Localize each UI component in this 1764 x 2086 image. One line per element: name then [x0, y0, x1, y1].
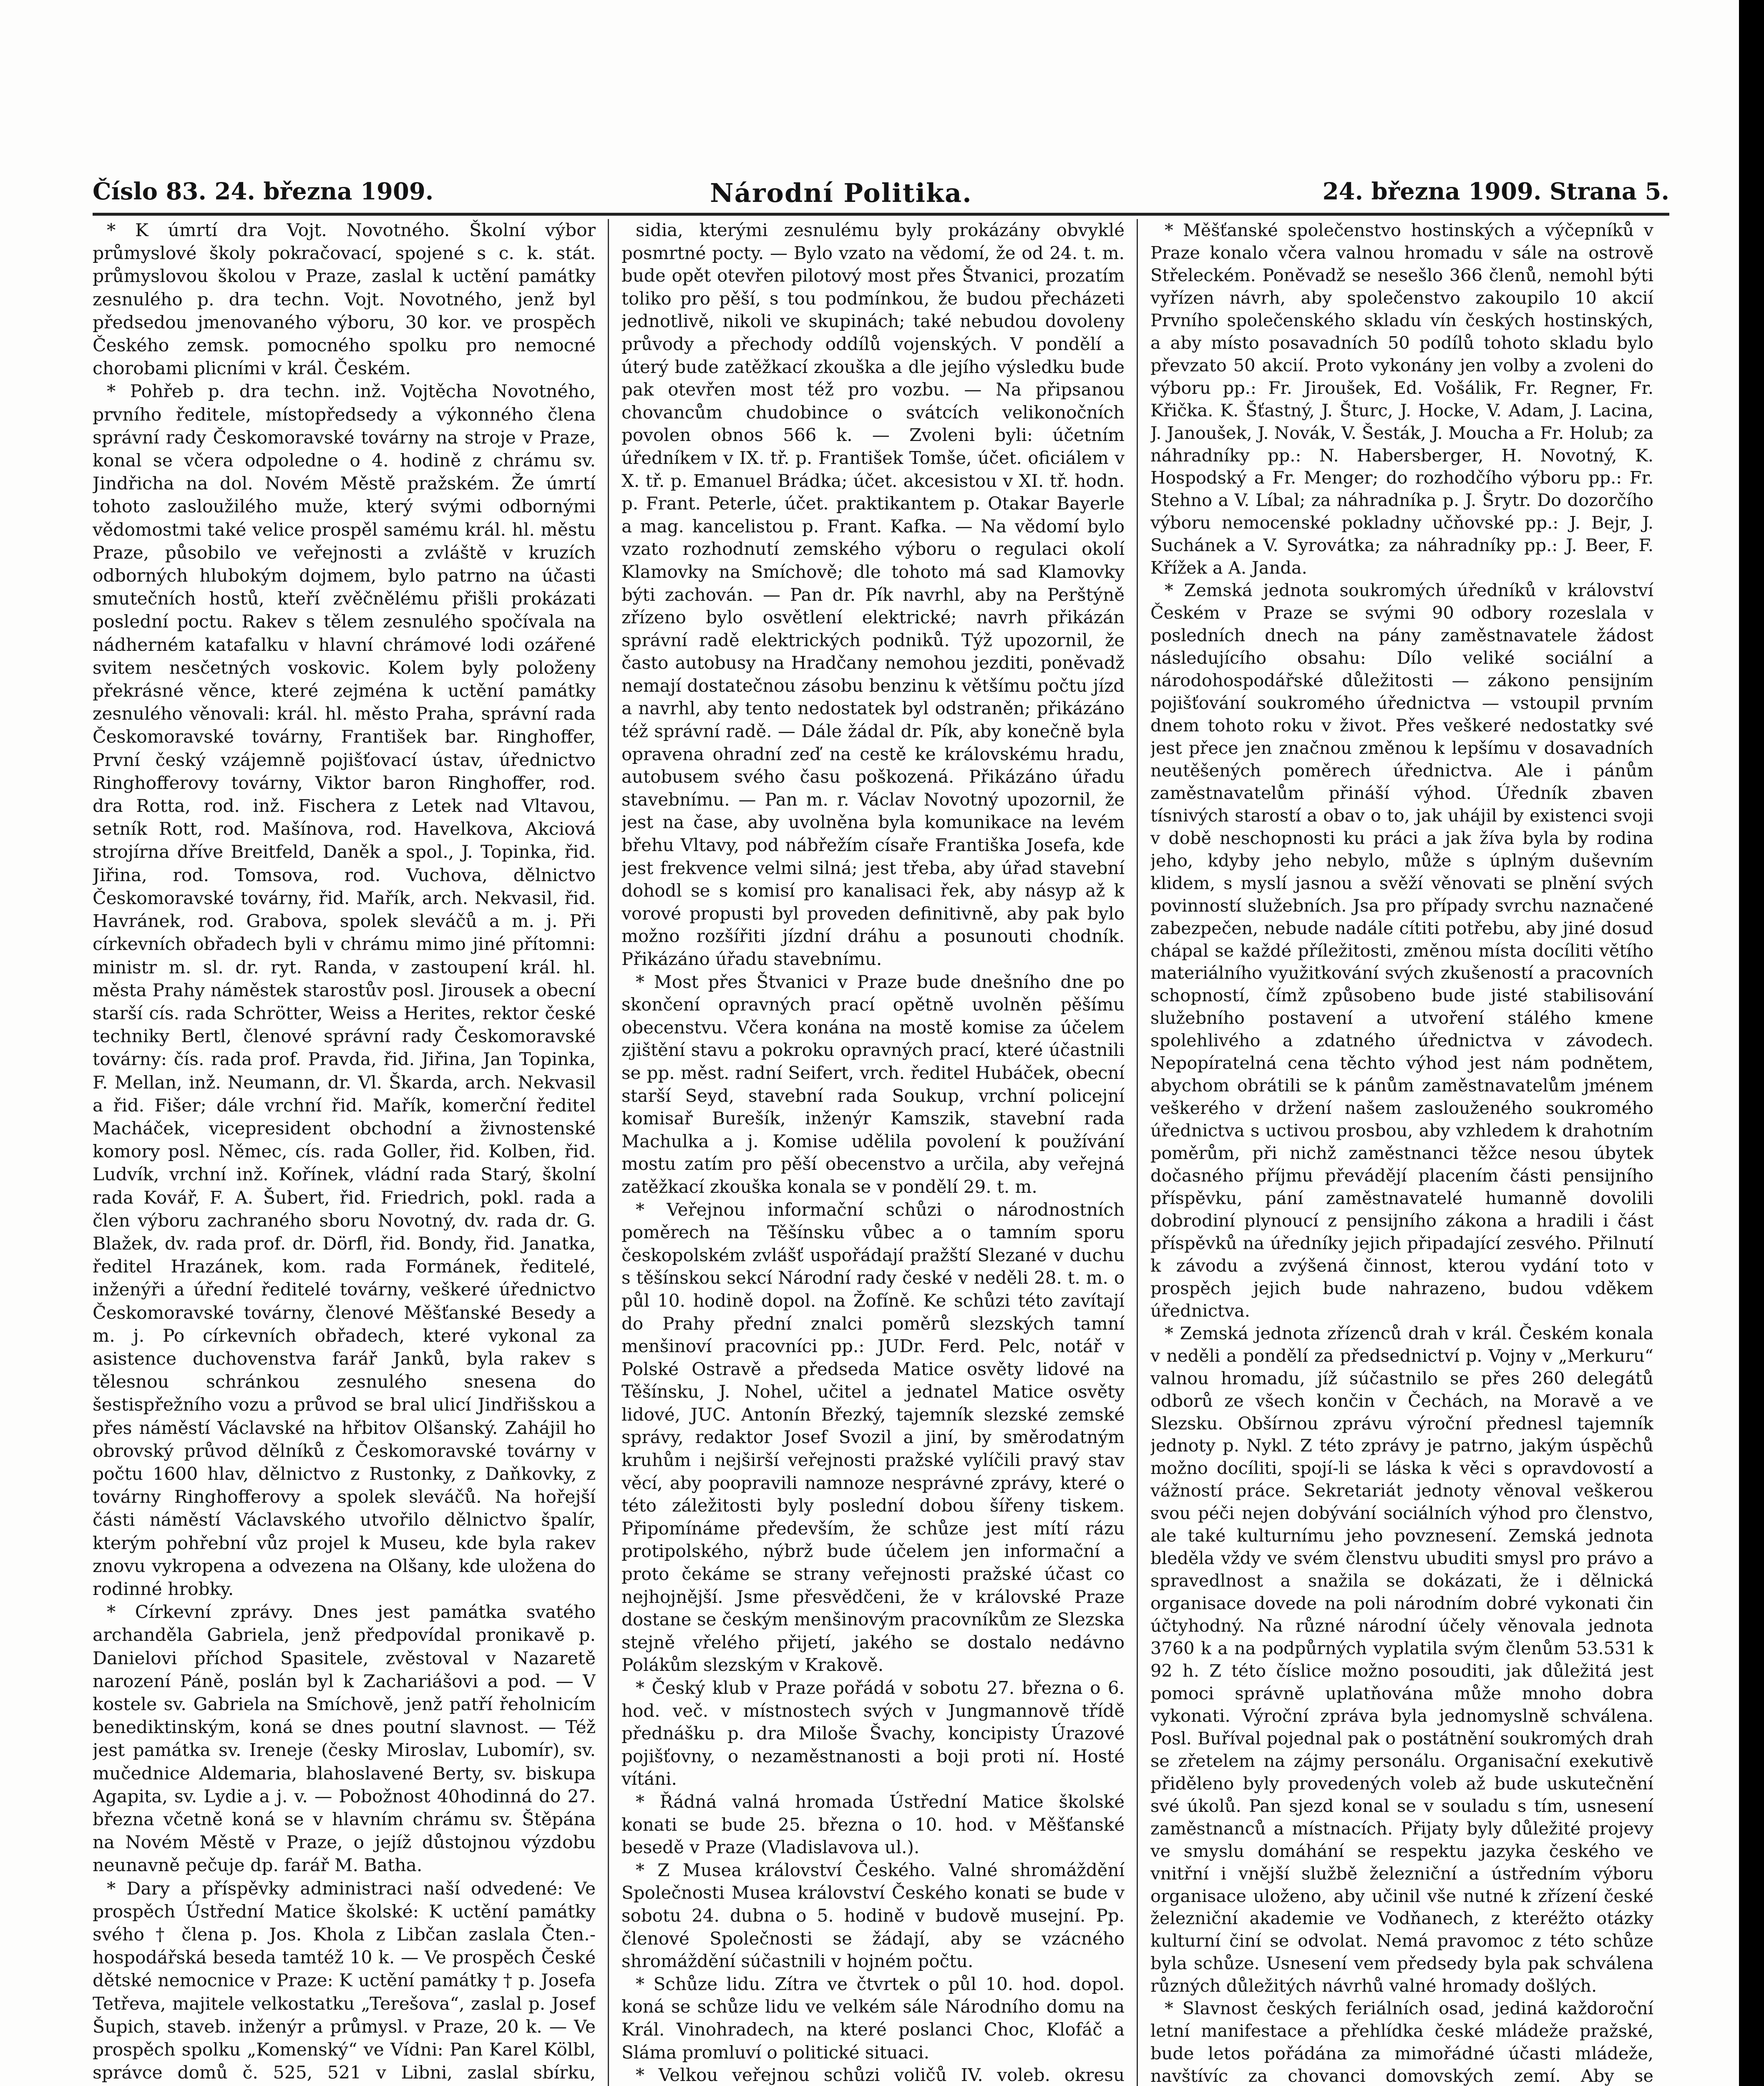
article-paragraph: sidia, kterými zesnulému byly prokázány obvyklé posmrtné pocty. — Bylo vzato na vědomí, že od 24. t. m. bude opět otevřen pilotový most přes Štvanici, prozatím toliko pro pěší, s tou podmínkou, že budou přecházeti jednotlivě, nikoli ve skupinách; také nebudou dovoleny průvody a přechody oddílů vojenských. V pondělí a úterý bude zatěžkací zkouška a dle jejího výsledku bude pak otevřen most též pro vozbu. — Na připsanou chovancům chudobince o svátcích velikonočních povolen obnos 566 k. — Zvoleni byli: účetním úředníkem v IX. tř. p. František Tomše, účet. oficiálem v X. tř. p. Emanuel Brádka; účet. akcesistou v XI. tř. hodn. p. Frant. Peterle, účet. praktikantem p. Otakar Bayerle a mag. kancelistou p. Frant. Kafka. — Na vědomí bylo vzato rozhodnutí zemského výboru o regulaci okolí Klamovky na Smíchově; dle tohoto má sad Klamovky býti zachován. — Pan dr. Pík navrhl, aby na Perštýně zřízeno bylo osvětlení elektrické; navrh přikázán správní radě elektrických podniků. Týž upozornil, že často autobusy na Hradčany nemohou jezditi, poněvadž nemají dostatečnou zásobu benzinu k většímu počtu jízd a navrhl, aby tento nedostatek byl odstraněn; přikázáno též správní radě. — Dále žádal dr. Pík, aby konečně byla opravena ohradní zeď na cestě ke královskému hradu, autobusem svého času poškozená. Přikázáno úřadu stavebnímu. — Pan m. r. Václav Novotný upozornil, že jest na čase, aby uvolněna byla komunikace na levém břehu Vltavy, pod nábřežím císaře Františka Josefa, kde jest frekvence velmi silná; jest třeba, aby úřad stavební dohodl se s komisí pro kanalisaci řek, aby násyp až k vorové propusti byl proveden definitivně, aby pak bylo možno rozšířiti jízdní dráhu a posunouti chodník. Přikázáno úřadu stavebnímu. — [622, 220, 1125, 969]
scan-border-right — [1739, 0, 1764, 2086]
article-paragraph: * Most přes Štvanici v Praze bude dnešního dne po skončení opravných prací opětně uvolněn pěšímu obecenstvu. Včera konána na mostě komise za účelem zjištění stavu a pokroku opravných prací, které účastnili se pp. měst. radní Seifert, vrch. ředitel Hubáček, obecní starší Seyd, stavební rada Soukup, vrchní policejní komisař Burešík, inženýr Kamszik, stavební rada Machulka a j. Komise udělila povolení k používání mostu zatím pro pěší obecenstvo a určila, aby veřejná zatěžkací zkouška konala se v pondělí 29. t. m. — [622, 971, 1125, 1197]
column-1 — [93, 219, 596, 2086]
article-paragraph: * Z Musea království Českého. Valné shromáždění Společnosti Musea království Českého konati se bude v sobotu 24. dubna o 5. hodině v budově musejní. Pp. členové Společnosti se žádají, aby se vzácného shromáždění súčastnili v hojném počtu. — [622, 1859, 1125, 1972]
article-paragraph: * Zemská jednota soukromých úředníků v království Českém v Praze se svými 90 odbory rozeslala v posledních dnech na pány zaměstnavatele žádost následujícího obsahu: Dílo veliké sociální a národohospodářské důležitosti — zákono pensijním pojišťování soukromého úřednictva — vstoupil prvním dnem tohoto roku v život. Přes veškeré nedostatky své jest přece jen značnou změnou k lepšímu v dosavadních neutěšených poměrech úřednictva. Ale i pánům zaměstnavatelům přináší výhod. Úředník zbaven tísnivých starostí a obav o to, jak uhájil by existenci svoji v době neschopnosti ku práci a jak žíva byla by rodina jeho, kdyby jeho nebylo, může s úplným duševním klidem, s myslí jasnou a svěží věnovati se plnění svých povinností služebních. Jsa pro případy svrchu naznačené zabezpečen, nebude nadále cítiti potřebu, aby jiné dosud chápal se každé příležitosti, změnou místa docíliti větího materiálního využitkování svých zkušeností a pracovních schopností, čímž způsobeno bude jisté stabilisování služebního postavení a utvoření stálého kmene spolehlivého a zdatného úřednictva v závodech. Nepopíratelná cena těchto výhod jest nám podnětem, abychom obrátili se k pánům zaměstnavatelům jménem veškerého v držení našem zaslouženého soukromého úřednictva s uctivou prosbou, aby vzhledem k drahotním poměrům, při nichž zaměstnanci těžce nesou úbytek dočasného příjmu převádějí placením části pensijního příspěvku, pání zaměstnavatelé humanně dovolili dobrodiní plynoucí z pensijního zákona a hradili i část příspěvků na úředníky jejich připadající zesvého. Přilnutí k závodu a zvýšená činnost, kterou vydání toto v prospěch jejich bude nahrazeno, budou vděkem úřednictva. — [1150, 580, 1653, 1321]
article-paragraph: * Velkou veřejnou schůzi voličů IV. voleb. okresu — [636, 2065, 1125, 2086]
article-paragraph: * Schůze lidu. Zítra ve čtvrtek o půl 10. hod. dopol. koná se schůze lidu ve velkém sále Národního domu na Král. Vinohradech, na které poslanci Choc, Klofáč a Sláma promluví o politické situaci. — [622, 1973, 1125, 2063]
article-paragraph: * K úmrtí dra Vojt. Novotného. Školní výbor průmyslové školy pokračovací, spojené s c. k. stát. průmyslovou školou v Praze, zaslal k uctění památky zesnulého p. dra techn. Vojt. Novotného, jenž byl předsedou jmenovaného výboru, 30 kor. ve prospěch Českého zemsk. pomocného spolku pro nemocné chorobami plicními v král. Českém. — [93, 220, 596, 379]
article-paragraph: * Měšťanské společenstvo hostinských a výčepníků v Praze konalo včera valnou hromadu v sále na ostrově Střeleckém. Poněvadž se nesešlo 366 členů, nemohl býti vyřízen návrh, aby společenstvo zakoupilo 10 akcií Prvního společenského skladu vín českých hostinských, a aby místo posavadních 50 podílů tohoto skladu bylo převzato 50 akcií. Proto vykonány jen volby a zvoleni do výboru pp.: Fr. Jiroušek, Ed. Vošálik, Fr. Regner, Fr. Křička. K. Šťastný, J. Šturc, J. Hocke, V. Adam, J. Lacina, J. Janoušek, J. Novák, V. Šesták, J. Moucha a Fr. Holub; za náhradníky pp.: N. Habersberger, H. Novotný, K. Hospodský a Fr. Menger; do rozhodčího výboru pp.: Fr. Stehno a V. Líbal; za náhradníka p. J. Šrytr. Do dozorčího výboru nemocenské pokladny učňovské pp.: J. Bejr, J. Suchánek a V. Syrovátka; za náhradníky pp.: J. Beer, F. Křížek a A. Janda. — [1150, 220, 1653, 578]
newspaper-title: Národní Politika. — [710, 178, 972, 208]
article-columns — [93, 219, 1669, 2086]
article-paragraph: * Církevní zprávy. Dnes jest památka svatého archanděla Gabriela, jenž předpovídal pronikavě p. Danielovi příchod Spasitele, zvěstoval v Nazaretě narození Páně, poslán byl k Zachariášovi a pod. — V kostele sv. Gabriela na Smíchově, jenž patří řeholnicím benediktinským, koná se dnes poutní slavnost. — Též jest památka sv. Ireneje (česky Miroslav, Lubomír), sv. mučednice Aldemaria, blahoslavené Berty, sv. biskupa Agapita, sv. Lydie a j. v. — Pobožnost 40hodinná do 27. března včetně koná se v hlavním chrámu sv. Štěpána na Novém Městě v Praze, o jejíž důstojnou výzdobu neunavně pečuje dp. farář M. Batha. — [93, 1602, 596, 1876]
page-info: 24. března 1909. Strana 5. — [1322, 178, 1669, 205]
article-paragraph: * Dary a příspěvky administraci naší odvedené: Ve prospěch Ústřední Matice školské: K uctění památky svého † člena p. Jos. Khola z Libčan zaslala Čten.-hospodářská beseda tamtéž 10 k. — Ve prospěch České dětské nemocnice v Praze: K uctění památky † p. Josefa Tetřeva, majitele velkostatku „Terešova“, zaslal p. Josef Šupich, staveb. inženýr a průmysl. v Praze, 20 k. — Ve prospěch spolku „Komenský“ ve Vídni: Pan Karel Kölbl, správce domů č. 525, 521 v Libni, zaslal sbírku, — [93, 1878, 596, 2083]
column-3 — [1150, 219, 1653, 2086]
article-paragraph: * Řádná valná hromada Ústřední Matice školské konati se bude 25. března o 10. hod. v Měšťanské besedě v Praze (Vladislavova ul.). — [622, 1791, 1125, 1858]
article-paragraph: * Slavnost českých feriálních osad, jediná každoroční letní manifestace a přehlídka české mládeže pražské, bude letos pořádána za mimořádné účasti mládeže, navštívíc za chovanci domovských zemí. Aby se — [1150, 1998, 1653, 2086]
article-paragraph: * Pohřeb p. dra techn. inž. Vojtěcha Novotného, prvního ředitele, místopředsedy a výkonného člena správní rady Českomoravské továrny na stroje v Praze, konal se včera odpoledne o 4. hodině z chrámu sv. Jindřicha na dol. Novém Městě pražském. Že úmrtí tohoto zasloužilého muže, který svými odbornými vědomostmi také velice prospěl samému král. hl. městu Praze, působilo ve veřejnosti a zvláště v kruzích odborných hlubokým dojmem, bylo patrno na účasti smutečních hostů, kteří zvěčnělému přišli prokázati poslední poctu. Rakev s tělem zesnulého spočívala na nádherném katafalku v hlavní chrámové lodi ozářené svitem nesčetných voskovic. Kolem byly položeny překrásné věnce, které zejména k uctění památky zesnulého věnovali: král. hl. město Praha, správní rada Českomoravské továrny, František bar. Ringhoffer, První český vzájemně pojišťovací ústav, úřednictvo Ringhofferovy továrny, Viktor baron Ringhoffer, rod. dra Rotta, rod. inž. Fischera z Letek nad Vltavou, setník Rott, rod. Mašínova, rod. Havelkova, Akciová strojírna dříve Breitfeld, Daněk a spol., J. Topinka, řid. Jiřina, rod. Tomsova, rod. Vuchova, dělnictvo Českomoravské továrny, řid. Mařík, arch. Nekvasil, řid. Havránek, rod. Grabova, spolek sleváčů a m. j. Při církevních obřadech byli v chrámu mimo jiné přítomni: ministr m. sl. dr. ryt. Randa, v zastoupení král. hl. města Prahy náměstek starostův posl. Jirousek a obecní starší cís. rada Schrötter, Weiss a Herites, rektor české techniky Bertl, členové správní rady Českomoravské továrny: čís. rada prof. Pravda, řid. Jiřina, Jan Topinka, F. Mellan, inž. Neumann, dr. Vl. Škarda, arch. Nekvasil a řid. Fišer; dále vrchní řid. Mařík, komerční ředitel Macháček, vicepresident obchodní a živnostenské komory posl. Němec, cís. rada Goller, řid. Kolben, řid. Ludvík, vrchní inž. Kořínek, vládní rada Starý, školní rada Kovář, F. A. Šubert, řid. Friedrich, pokl. rada a člen výboru zachraného sboru Novotný, dv. rada dr. G. Blažek, dv. rada prof. dr. Dörfl, řid. Bondy, řid. Janatka, ředitel Hrazánek, kom. rada Formánek, ředitelé, inženýři a úřední ředitelé továrny, veškeré úřednictvo Českomoravské továrny, členové Měšťanské Besedy a m. j. Po církevních obřadech, které vykonal za asistence duchovenstva farář Janků, byla rakev s tělesnou schránkou zesnulého snesena do šestispřežního vozu a průvod se bral ulicí Jindřišskou a přes náměstí Václavské na hřbitov Olšanský. Zahájil ho obrovský průvod dělníků z Českomoravské továrny v počtu 1600 hlav, dělnictvo z Rustonky, z Daňkovky, z továrny Ringhofferovy a spolek sleváčů. Na hořejší části náměstí Václavského utvořilo dělnictvo špalír, kterým pohřební vůz projel k Museu, kde byla rakev znovu vykropena a odvezena na Olšany, kde uložena do rodinné hrobky. — [93, 381, 596, 1600]
page-header — [93, 174, 1669, 216]
column-2 — [622, 219, 1125, 2086]
issue-info: Číslo 83. 24. března 1909. — [93, 178, 434, 205]
article-paragraph: * Český klub v Praze pořádá v sobotu 27. března o 6. hod. več. v místnostech svých v Jungmannově třídě přednášku p. dra Miloše Švachy, koncipisty Úrazové pojišťovny, o nezaměstnanosti a boji proti ní. Hosté vítáni. — [622, 1678, 1125, 1789]
article-paragraph: * Zemská jednota zřízenců drah v král. Českém konala v neděli a pondělí za předsednictví p. Vojny v „Merkuru“ valnou hromadu, jíž súčastnilo se přes 260 delegátů odborů ze všech končin v Čechách, na Moravě a ve Slezsku. Obšírnou zprávu výroční přednesl tajemník jednoty p. Nykl. Z této zprávy je patrno, jakým úspěchů možno docíliti, spojí-li se láska k věci s opravdovostí a vážností práce. Sekretariát jednoty věnoval veškerou svou péči nejen dobývání sociálních výhod pro členstvo, ale také kulturnímu jeho povznesení. Zemská jednota bleděla vždy ve svém členstvu ubuditi smysl pro právo a spravedlnost a snažila se dokázati, že i dělnická organisace dovede na poli národním dobré vykonati čin účtyhodný. Na různé národní účely věnovala jednota 3760 k a na podpůrných vyplatila svým členům 53.531 k 92 h. Z této číslice možno posouditi, jak důležitá jest pomoci správně uplatňována může mnoho dobra vykonati. Výroční zpráva byla jednomyslně schválena. Posl. Buříval pojednal pak o postátnění soukromých drah se zřetelem na zájmy personálu. Organisační exekutivě přiděleno byly provedených voleb až bude uskutečnění své úkolů. Pan sjezd konal se v souladu s tím, usnesení zaměstnanců a místnacích. Přijaty byly důležité projevy ve smyslu domáhání se respektu jazyka českého ve vnitřní i vnější službě železniční a ústředním výboru organisace uloženo, aby učinil vše nutné k zřízení české železniční akademie ve Vodňanech, z kteréžto otázky kulturní činí se odvolat. Nemá pravomoc z této schůze byla schůze. Usnesení vem předsedy byla pak schválena různých důležitých návrhů valné hromady došlých. — [1150, 1323, 1653, 1996]
article-paragraph: * Veřejnou informační schůzi o národnostních poměrech na Těšínsku vůbec a o tamním sporu českopolském zvlášť uspořádají pražští Slezané v duchu s těšínskou sekcí Národní rady české v neděli 28. t. m. o půl 10. hodině dopol. na Žofíně. Ke schůzi této zavítají do Prahy přední znalci poměrů slezských tamní menšinoví pracovníci pp.: JUDr. Ferd. Pelc, notář v Polské Ostravě a předseda Matice osvěty lidové na Těšínsku, J. Nohel, učitel a jednatel Matice osvěty lidové, JUC. Antonín Březký, tajemník slezské zemské správy, redaktor Josef Svozil a jiní, by směrodatným kruhům i nejširší veřejnosti pražské vylíčili pravý stav věcí, aby poopravili namnoze nesprávné zprávy, které o této záležitosti byly poslední dobou šířeny tiskem. Připomínáme především, že schůze jest mítí rázu protipolského, nýbrž bude účelem jen informační a proto čekáme se strany veřejnosti pražské účast co nejhojnější. Jsme přesvědčeni, že v královské Praze dostane se českým menšinovým pracovníkům ze Slezska stejně vřelého přijetí, jakého se dostalo nedávno Polákům slezským v Krakově. — [622, 1199, 1125, 1675]
